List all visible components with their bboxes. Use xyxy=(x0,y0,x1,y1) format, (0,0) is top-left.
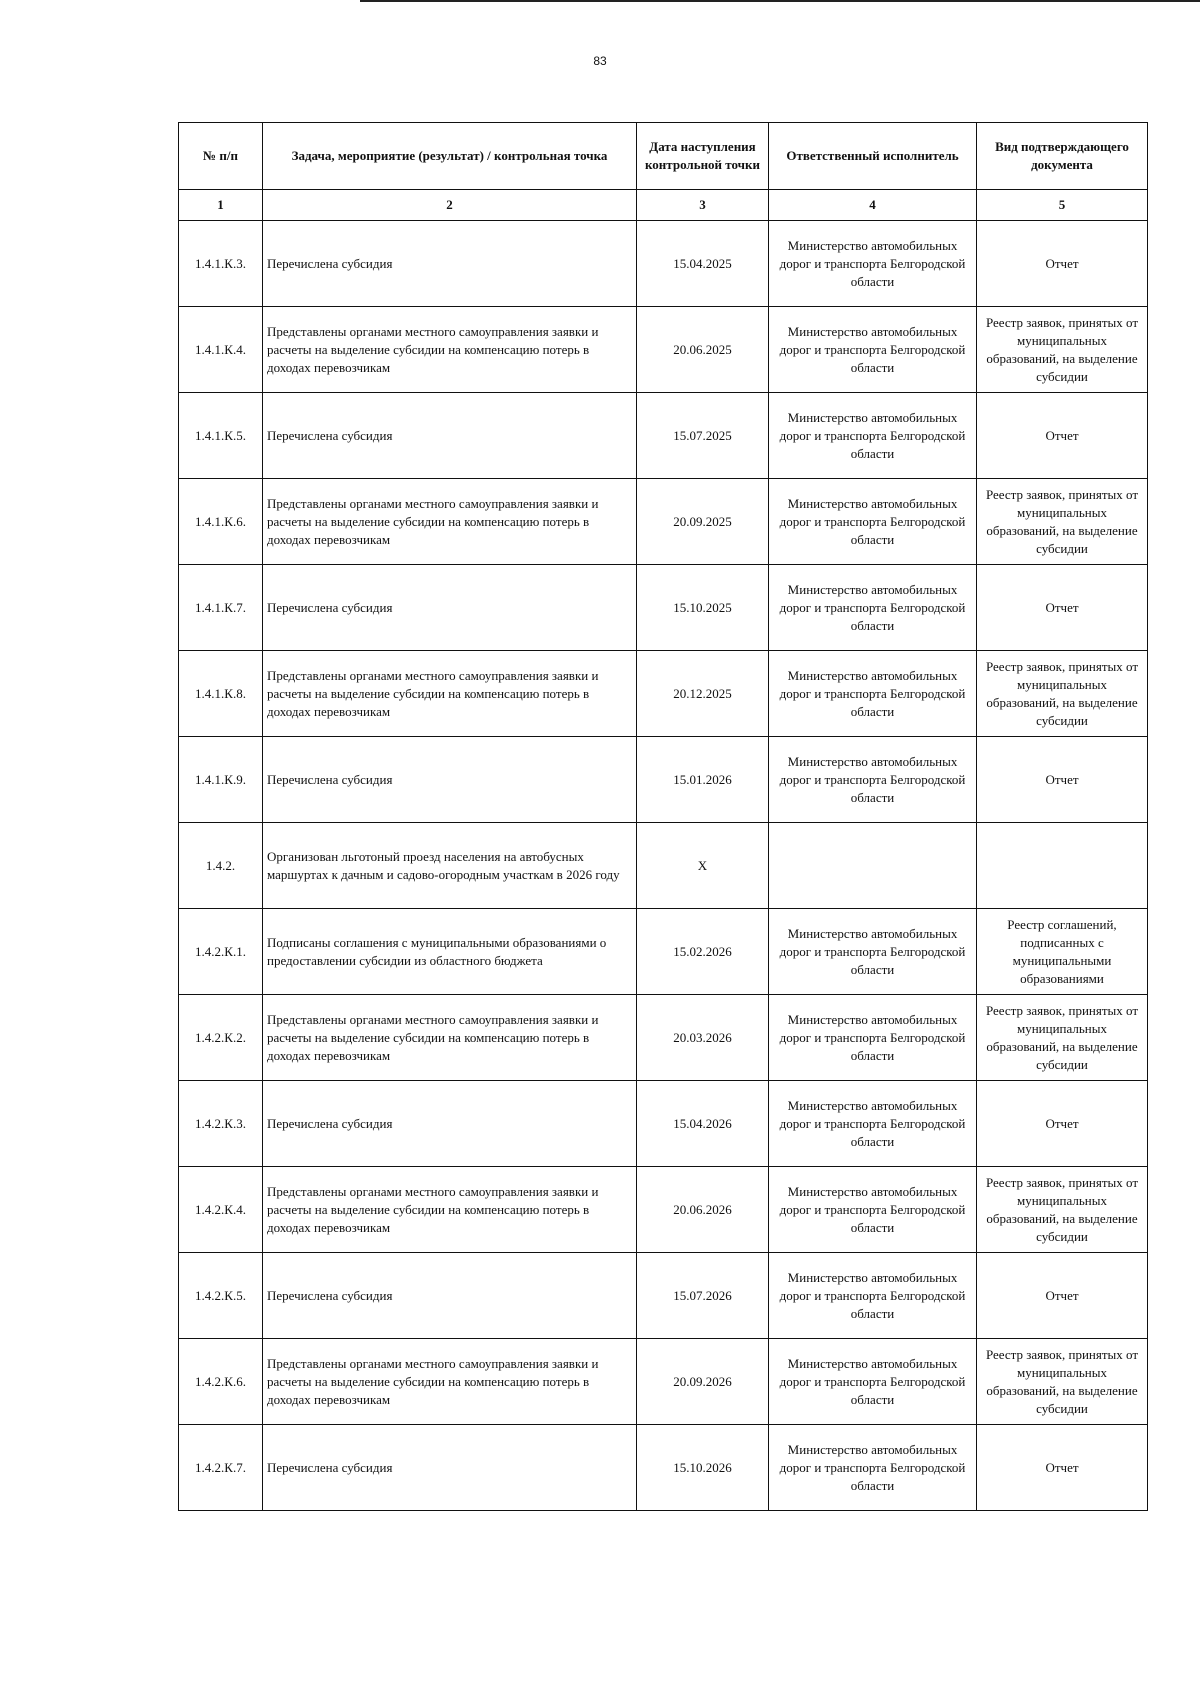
row-date: 15.04.2025 xyxy=(637,221,769,307)
row-document: Реестр заявок, принятых от муниципальных образований, на выделение субсидии xyxy=(977,479,1148,565)
header-document: Вид подтверждающего документа xyxy=(977,123,1148,190)
row-responsible: Министерство автомобильных дорог и транспорта Белгородской области xyxy=(769,737,977,823)
row-number: 1.4.1.К.7. xyxy=(179,565,263,651)
table-row xyxy=(179,909,1148,995)
row-task: Перечислена субсидия xyxy=(263,1081,637,1167)
row-number: 1.4.1.К.9. xyxy=(179,737,263,823)
row-task: Перечислена субсидия xyxy=(263,393,637,479)
row-document: Реестр заявок, принятых от муниципальных образований, на выделение субсидии xyxy=(977,651,1148,737)
row-number: 1.4.1.К.4. xyxy=(179,307,263,393)
row-date: 15.04.2026 xyxy=(637,1081,769,1167)
table-row xyxy=(179,479,1148,565)
row-responsible: Министерство автомобильных дорог и транспорта Белгородской области xyxy=(769,565,977,651)
table-row xyxy=(179,393,1148,479)
row-responsible: Министерство автомобильных дорог и транспорта Белгородской области xyxy=(769,909,977,995)
row-document: Реестр соглашений, подписанных с муниципальными образованиями xyxy=(977,909,1148,995)
table-row xyxy=(179,995,1148,1081)
row-document: Отчет xyxy=(977,1081,1148,1167)
table-row xyxy=(179,737,1148,823)
row-responsible: Министерство автомобильных дорог и транспорта Белгородской области xyxy=(769,479,977,565)
row-responsible: Министерство автомобильных дорог и транспорта Белгородской области xyxy=(769,1253,977,1339)
page-number: 83 xyxy=(593,54,607,68)
column-number: 1 xyxy=(179,190,263,221)
row-task: Подписаны соглашения с муниципальными образованиями о предоставлении субсидии из областного бюджета xyxy=(263,909,637,995)
row-number: 1.4.1.К.6. xyxy=(179,479,263,565)
table-row xyxy=(179,1167,1148,1253)
row-document: Отчет xyxy=(977,565,1148,651)
row-task: Перечислена субсидия xyxy=(263,565,637,651)
table-row xyxy=(179,823,1148,909)
row-responsible: Министерство автомобильных дорог и транспорта Белгородской области xyxy=(769,1167,977,1253)
row-number: 1.4.2.К.7. xyxy=(179,1425,263,1511)
row-responsible: Министерство автомобильных дорог и транспорта Белгородской области xyxy=(769,307,977,393)
control-points-table xyxy=(178,122,1148,1511)
table-row xyxy=(179,1425,1148,1511)
row-date: 15.10.2025 xyxy=(637,565,769,651)
row-date: 20.09.2025 xyxy=(637,479,769,565)
column-number: 4 xyxy=(769,190,977,221)
row-responsible: Министерство автомобильных дорог и транспорта Белгородской области xyxy=(769,651,977,737)
row-task: Перечислена субсидия xyxy=(263,1253,637,1339)
row-number: 1.4.2.К.6. xyxy=(179,1339,263,1425)
row-number: 1.4.1.К.3. xyxy=(179,221,263,307)
header-responsible: Ответственный исполнитель xyxy=(769,123,977,190)
row-date: 15.02.2026 xyxy=(637,909,769,995)
row-date: 15.01.2026 xyxy=(637,737,769,823)
row-responsible: Министерство автомобильных дорог и транспорта Белгородской области xyxy=(769,221,977,307)
table-row xyxy=(179,221,1148,307)
row-date: X xyxy=(637,823,769,909)
row-document: Отчет xyxy=(977,393,1148,479)
row-date: 20.12.2025 xyxy=(637,651,769,737)
table-row xyxy=(179,307,1148,393)
row-date: 20.03.2026 xyxy=(637,995,769,1081)
top-edge-rule xyxy=(360,0,1200,2)
row-task: Представлены органами местного самоуправления заявки и расчеты на выделение субсидии на компенсацию потерь в доходах перевозчикам xyxy=(263,995,637,1081)
row-document: Отчет xyxy=(977,1425,1148,1511)
row-document: Реестр заявок, принятых от муниципальных образований, на выделение субсидии xyxy=(977,1167,1148,1253)
row-responsible: Министерство автомобильных дорог и транспорта Белгородской области xyxy=(769,1081,977,1167)
row-responsible xyxy=(769,823,977,909)
row-document: Отчет xyxy=(977,1253,1148,1339)
row-number: 1.4.2.К.4. xyxy=(179,1167,263,1253)
row-task: Организован льготоный проезд населения на автобусных маршуртах к дачным и садово-огородным участкам в 2026 году xyxy=(263,823,637,909)
row-task: Представлены органами местного самоуправления заявки и расчеты на выделение субсидии на компенсацию потерь в доходах перевозчикам xyxy=(263,1339,637,1425)
row-responsible: Министерство автомобильных дорог и транспорта Белгородской области xyxy=(769,995,977,1081)
row-date: 15.07.2025 xyxy=(637,393,769,479)
column-numbers-row xyxy=(179,190,1148,221)
row-responsible: Министерство автомобильных дорог и транспорта Белгородской области xyxy=(769,1425,977,1511)
row-date: 20.06.2025 xyxy=(637,307,769,393)
row-number: 1.4.2.К.3. xyxy=(179,1081,263,1167)
column-number: 3 xyxy=(637,190,769,221)
row-document: Реестр заявок, принятых от муниципальных образований, на выделение субсидии xyxy=(977,995,1148,1081)
row-task: Представлены органами местного самоуправления заявки и расчеты на выделение субсидии на компенсацию потерь в доходах перевозчикам xyxy=(263,479,637,565)
table-header-row xyxy=(179,123,1148,190)
row-date: 20.09.2026 xyxy=(637,1339,769,1425)
row-task: Представлены органами местного самоуправления заявки и расчеты на выделение субсидии на компенсацию потерь в доходах перевозчикам xyxy=(263,1167,637,1253)
row-task: Представлены органами местного самоуправления заявки и расчеты на выделение субсидии на компенсацию потерь в доходах перевозчикам xyxy=(263,651,637,737)
table-row xyxy=(179,651,1148,737)
row-date: 20.06.2026 xyxy=(637,1167,769,1253)
row-number: 1.4.1.К.5. xyxy=(179,393,263,479)
row-task: Перечислена субсидия xyxy=(263,221,637,307)
row-document: Реестр заявок, принятых от муниципальных образований, на выделение субсидии xyxy=(977,307,1148,393)
row-document: Реестр заявок, принятых от муниципальных образований, на выделение субсидии xyxy=(977,1339,1148,1425)
row-responsible: Министерство автомобильных дорог и транспорта Белгородской области xyxy=(769,1339,977,1425)
row-number: 1.4.2.К.2. xyxy=(179,995,263,1081)
row-task: Представлены органами местного самоуправления заявки и расчеты на выделение субсидии на компенсацию потерь в доходах перевозчикам xyxy=(263,307,637,393)
table-row xyxy=(179,565,1148,651)
row-number: 1.4.2. xyxy=(179,823,263,909)
row-date: 15.07.2026 xyxy=(637,1253,769,1339)
header-date: Дата наступления контрольной точки xyxy=(637,123,769,190)
row-document: Отчет xyxy=(977,221,1148,307)
header-task: Задача, мероприятие (результат) / контрольная точка xyxy=(263,123,637,190)
table-row xyxy=(179,1339,1148,1425)
row-number: 1.4.2.К.5. xyxy=(179,1253,263,1339)
column-number: 5 xyxy=(977,190,1148,221)
row-document xyxy=(977,823,1148,909)
header-number: № п/п xyxy=(179,123,263,190)
row-responsible: Министерство автомобильных дорог и транспорта Белгородской области xyxy=(769,393,977,479)
row-number: 1.4.2.К.1. xyxy=(179,909,263,995)
column-number: 2 xyxy=(263,190,637,221)
table-row xyxy=(179,1081,1148,1167)
row-task: Перечислена субсидия xyxy=(263,737,637,823)
table-row xyxy=(179,1253,1148,1339)
row-number: 1.4.1.К.8. xyxy=(179,651,263,737)
row-document: Отчет xyxy=(977,737,1148,823)
row-date: 15.10.2026 xyxy=(637,1425,769,1511)
row-task: Перечислена субсидия xyxy=(263,1425,637,1511)
